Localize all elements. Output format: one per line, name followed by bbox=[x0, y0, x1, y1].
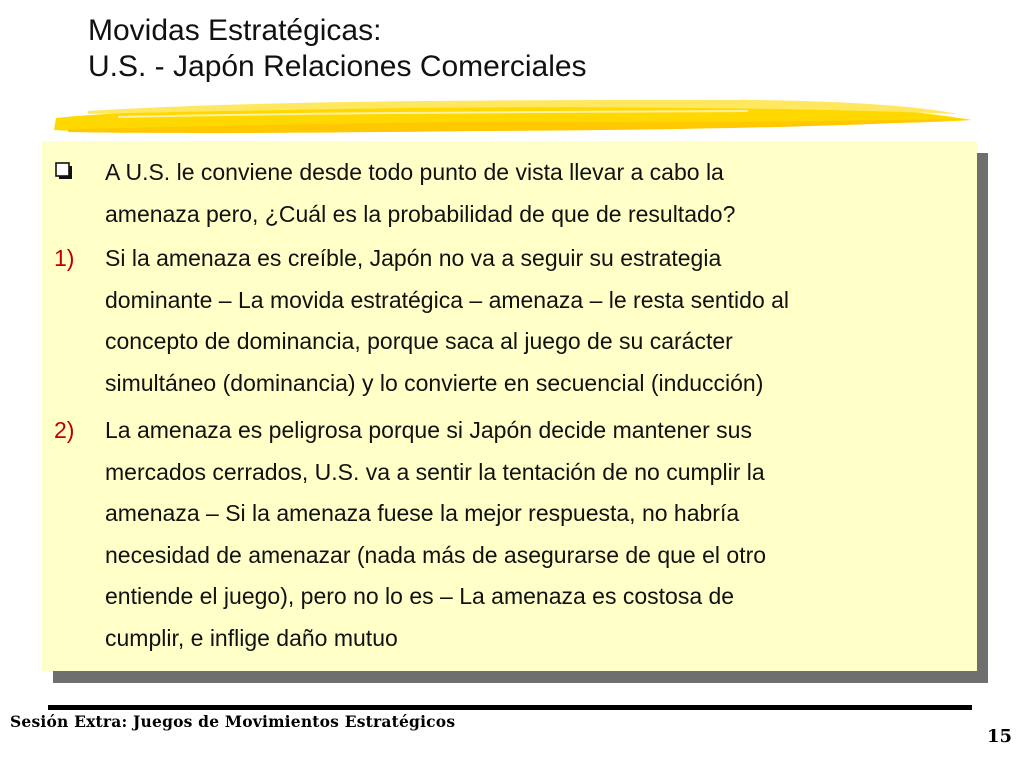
numbered-line: concepto de dominancia, porque saca al juego de su carácter bbox=[105, 328, 733, 354]
numbered-line: entiende el juego), pero no lo es – La amenaza es costosa de bbox=[105, 583, 735, 609]
bullet-text bbox=[105, 152, 975, 235]
bullet-line: amenaza pero, ¿Cuál es la probabilidad de que de resultado? bbox=[105, 200, 736, 227]
footer-title: Sesión Extra: Juegos de Movimientos Estratégicos bbox=[10, 712, 456, 731]
bullet-line: A U.S. le conviene desde todo punto de vista llevar a cabo la bbox=[105, 159, 724, 185]
numbered-line: cumplir, e inflige daño mutuo bbox=[105, 624, 398, 651]
slide-title-line-2: U.S. - Japón Relaciones Comerciales bbox=[88, 50, 587, 83]
numbered-text-2 bbox=[105, 410, 975, 659]
title-highlight-stroke bbox=[48, 92, 978, 140]
numbered-line: amenaza – Si la amenaza fuese la mejor respuesta, no habría bbox=[105, 500, 740, 526]
numbered-marker-2: 2) bbox=[54, 417, 75, 443]
numbered-line: Si la amenaza es creíble, Japón no va a seguir su estrategia bbox=[105, 245, 722, 271]
checkbox-icon bbox=[55, 162, 73, 180]
numbered-line: necesidad de amenazar (nada más de asegurarse de que el otro bbox=[105, 541, 767, 568]
numbered-marker-1: 1) bbox=[54, 245, 75, 271]
numbered-text-1 bbox=[105, 238, 975, 404]
footer-divider bbox=[48, 705, 972, 710]
numbered-line: simultáneo (dominancia) y lo convierte en secuencial (inducción) bbox=[105, 369, 764, 396]
slide-title bbox=[88, 13, 988, 85]
numbered-line: dominante – La movida estratégica – amenaza – le resta sentido al bbox=[105, 286, 790, 313]
page-number: 15 bbox=[986, 726, 1012, 747]
numbered-line: mercados cerrados, U.S. va a sentir la tentación de no cumplir la bbox=[105, 458, 765, 485]
numbered-line: La amenaza es peligrosa porque si Japón decide mantener sus bbox=[105, 417, 752, 443]
slide-title-line-1: Movidas Estratégicas: bbox=[88, 14, 382, 47]
